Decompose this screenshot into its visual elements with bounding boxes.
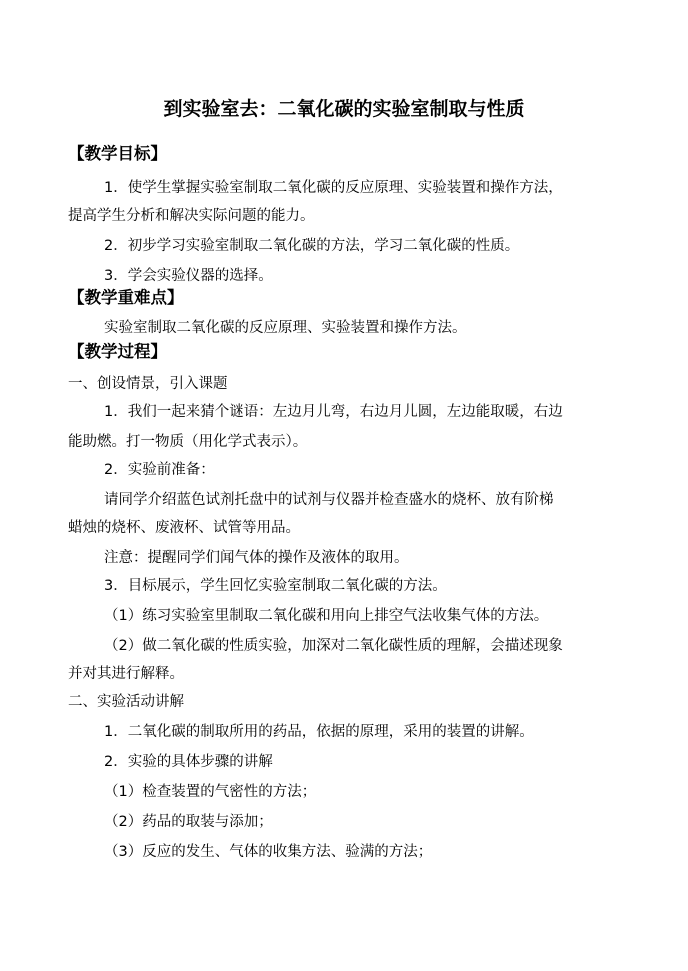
section-heading-key-points: 【教学重难点】 — [68, 288, 184, 307]
subheading-activity: 二、实验活动讲解 — [68, 694, 184, 710]
objective-1-line-2: 提高学生分析和解决实际问题的能力。 — [68, 208, 315, 224]
step-2: （2）药品的取装与添加； — [104, 814, 273, 830]
objective-3: 3．学会实验仪器的选择。 — [104, 268, 273, 284]
note-text: 注意：提醒同学们闻气体的操作及液体的取用。 — [104, 550, 409, 566]
step-1: （1）检查装置的气密性的方法； — [104, 784, 317, 800]
activity-item-2: 2．实验的具体步骤的讲解 — [104, 754, 273, 770]
goal-sub-2-line-1: （2）做二氧化碳的性质实验，加深对二氧化碳性质的理解，会描述现象 — [104, 638, 563, 654]
goal-sub-1: （1）练习实验室里制取二氧化碳和用向上排空气法收集气体的方法。 — [104, 608, 549, 624]
activity-item-1: 1．二氧化碳的制取所用的药品，依据的原理，采用的装置的讲解。 — [104, 724, 534, 740]
preparation-item: 2．实验前准备： — [104, 462, 215, 478]
goal-sub-2-line-2: 并对其进行解释。 — [68, 666, 184, 682]
riddle-line-1: 1．我们一起来猜个谜语：左边月儿弯，右边月儿圆，左边能取暖，右边 — [104, 404, 563, 420]
key-points-text: 实验室制取二氧化碳的反应原理、实验装置和操作方法。 — [104, 320, 467, 336]
step-3: （3）反应的发生、气体的收集方法、验满的方法； — [104, 844, 433, 860]
goal-display-item: 3．目标展示，学生回忆实验室制取二氧化碳的方法。 — [104, 578, 447, 594]
preparation-line-2: 蜡烛的烧杯、废液杯、试管等用品。 — [68, 520, 300, 536]
document-title: 到实验室去：二氧化碳的实验室制取与性质 — [163, 98, 525, 120]
subheading-scenario: 一、创设情景，引入课题 — [68, 376, 228, 392]
riddle-line-2: 能助燃。打一物质（用化学式表示）。 — [68, 434, 308, 450]
objective-2: 2．初步学习实验室制取二氧化碳的方法，学习二氧化碳的性质。 — [104, 238, 520, 254]
section-heading-process: 【教学过程】 — [68, 342, 167, 361]
objective-1-line-1: 1．使学生掌握实验室制取二氧化碳的反应原理、实验装置和操作方法， — [104, 180, 563, 196]
preparation-line-1: 请同学介绍蓝色试剂托盘中的试剂与仪器并检查盛水的烧杯、放有阶梯 — [104, 492, 554, 508]
section-heading-objectives: 【教学目标】 — [68, 144, 167, 163]
